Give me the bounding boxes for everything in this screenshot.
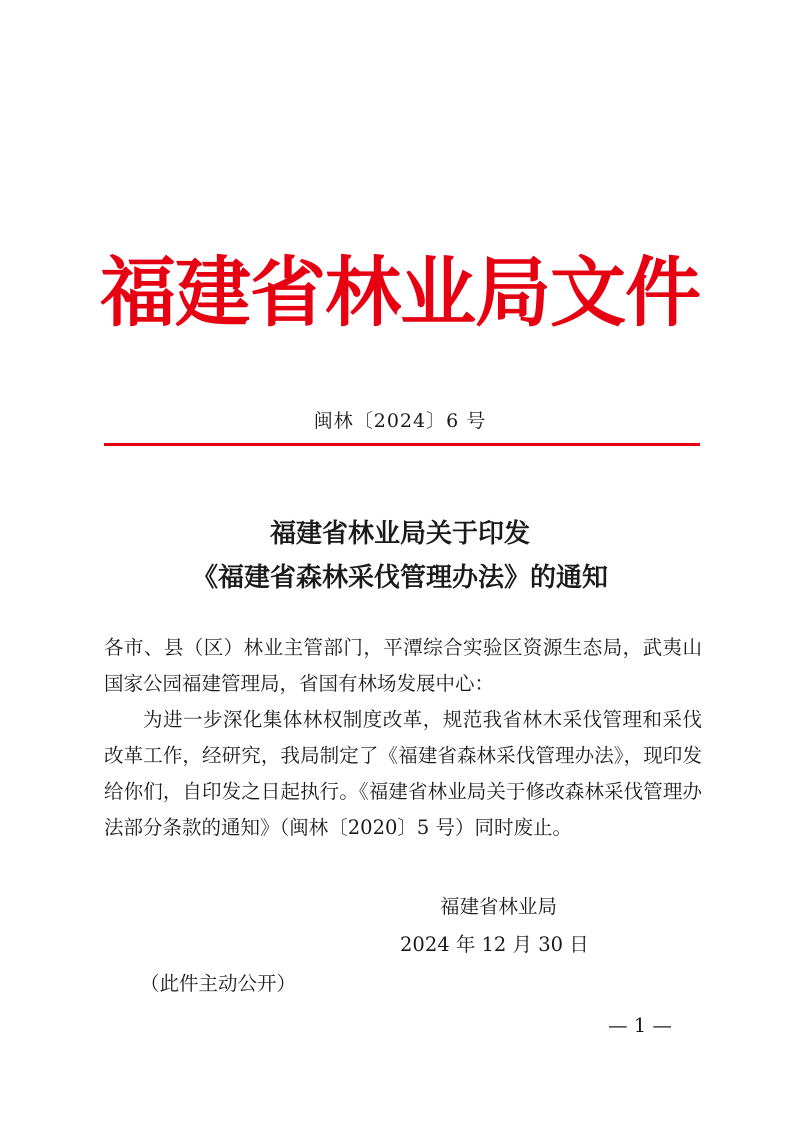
signing-date: 2024 年 12 月 30 日 <box>400 933 589 956</box>
document-number: 闽林〔2024〕6 号 <box>313 410 487 432</box>
red-divider-line <box>104 443 700 446</box>
document-banner: 福建省林业局文件 <box>100 248 700 337</box>
title-line-1: 福建省林业局关于印发 <box>269 519 530 549</box>
salutation: 各市、县（区）林业主管部门，平潭综合实验区资源生态局，武夷山国家公园福建管理局，省国有林场发展中心： <box>104 636 702 695</box>
document-title <box>80 512 720 600</box>
title-line-2: 《福建省森林采伐管理办法》的通知 <box>191 563 608 593</box>
document-body <box>104 630 702 846</box>
page-number: — 1 — <box>608 1014 672 1037</box>
signing-organization: 福建省林业局 <box>440 895 558 918</box>
disclosure-note: （此件主动公开） <box>140 972 297 995</box>
body-paragraph: 为进一步深化集体林权制度改革，规范我省林木采伐管理和采伐改革工作，经研究，我局制定了《福建省森林采伐管理办法》，现印发给你们，自印发之日起执行。《福建省林业局关于修改森林采伐管理办法部分条款的通知》（闽林〔2020〕5 号）同时废止。 <box>104 708 702 839</box>
